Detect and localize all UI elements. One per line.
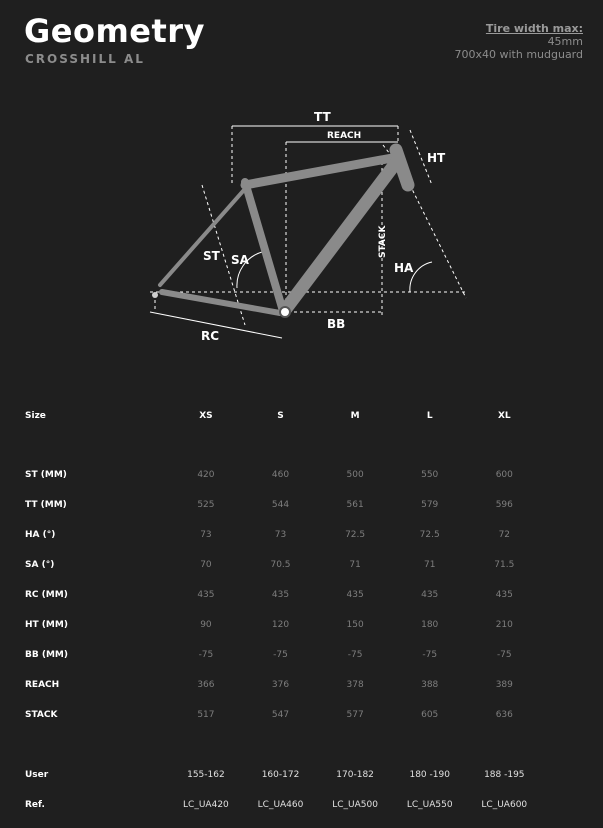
- size-xl: XL: [497, 411, 511, 421]
- measure-lines: [150, 126, 468, 325]
- stack-label: STACK: [378, 225, 388, 258]
- table-cell: 420: [197, 470, 215, 480]
- frame-tubes: [160, 150, 408, 313]
- ha-label: HA: [394, 261, 414, 275]
- table-cell: 366: [197, 680, 215, 690]
- table-cell: -75: [198, 650, 214, 660]
- row-label: User: [25, 770, 49, 780]
- table-cell: 605: [421, 710, 439, 720]
- tire-width-label: Tire width max:: [485, 22, 583, 35]
- size-l: L: [426, 411, 433, 421]
- table-cell: 517: [197, 710, 215, 720]
- frame-geometry-diagram: [0, 100, 603, 360]
- table-cell: 70: [200, 560, 212, 570]
- row-label: STACK: [25, 710, 58, 720]
- table-cell: 460: [271, 470, 290, 480]
- table-cell: 378: [346, 680, 364, 690]
- table-cell: LC_UA460: [257, 800, 304, 810]
- table-cell: 435: [346, 590, 364, 600]
- table-cell: 150: [346, 620, 364, 630]
- sa-label: SA: [231, 253, 249, 267]
- bb-label: BB: [327, 317, 346, 331]
- table-cell: -75: [347, 650, 363, 660]
- table-cell: 71: [423, 560, 436, 570]
- table-cell: 525: [197, 500, 215, 510]
- table-row: [0, 490, 603, 520]
- table-cell: 435: [495, 590, 513, 600]
- table-cell: 435: [421, 590, 439, 600]
- table-row: [0, 670, 603, 700]
- table-cell: 376: [271, 680, 290, 690]
- table-cell: 188 -195: [484, 770, 525, 780]
- table-cell: 71.5: [494, 560, 515, 570]
- table-cell: 70.5: [270, 560, 291, 570]
- table-cell: 500: [346, 470, 364, 480]
- table-cell: 90: [200, 620, 212, 630]
- table-cell: 72: [498, 530, 511, 540]
- table-cell: 577: [346, 710, 364, 720]
- table-cell: 435: [197, 590, 215, 600]
- row-label: ST (MM): [25, 470, 67, 480]
- table-row: [0, 610, 603, 640]
- table-cell: 210: [495, 620, 513, 630]
- table-cell: 561: [346, 500, 364, 510]
- row-label: Ref.: [25, 800, 45, 810]
- rc-label: RC: [201, 329, 220, 343]
- table-cell: 73: [274, 530, 287, 540]
- geometry-table: [0, 400, 603, 820]
- row-label: BB (MM): [25, 650, 68, 660]
- table-cell: 435: [271, 590, 290, 600]
- tt-label: TT: [314, 110, 331, 124]
- table-row: [0, 640, 603, 670]
- table-row: [0, 580, 603, 610]
- size-xs: XS: [199, 411, 213, 421]
- table-cell: 579: [421, 500, 439, 510]
- table-cell: 636: [495, 710, 513, 720]
- table-row: [0, 700, 603, 730]
- table-cell: 120: [271, 620, 290, 630]
- reach-label: REACH: [327, 131, 362, 141]
- table-row: [0, 460, 603, 490]
- table-cell: 596: [495, 500, 513, 510]
- table-row: [0, 760, 603, 790]
- table-cell: 547: [271, 710, 290, 720]
- size-s: S: [277, 411, 284, 421]
- bottom-bracket: [280, 307, 290, 317]
- table-row: [0, 790, 603, 820]
- tire-width-note: 700x40 with mudguard: [454, 48, 583, 61]
- table-cell: -75: [422, 650, 438, 660]
- page-title: Geometry: [24, 12, 205, 50]
- size-header: Size: [25, 411, 46, 421]
- table-cell: 550: [421, 470, 439, 480]
- table-header-row: [0, 400, 603, 432]
- table-cell: 544: [271, 500, 290, 510]
- table-row: [0, 520, 603, 550]
- table-cell: 73: [200, 530, 212, 540]
- table-cell: 180 -190: [409, 770, 450, 780]
- tire-info: [454, 22, 583, 61]
- tire-width-value: 45mm: [547, 35, 583, 48]
- table-cell: -75: [496, 650, 512, 660]
- table-cell: 180: [421, 620, 439, 630]
- st-label: ST: [203, 249, 220, 263]
- row-label: RC (MM): [25, 590, 68, 600]
- model-name: CROSSHILL AL: [25, 52, 145, 66]
- table-cell: 160-172: [261, 770, 300, 780]
- row-label: HA (°): [25, 530, 56, 540]
- row-label: REACH: [25, 680, 60, 690]
- table-cell: -75: [273, 650, 288, 660]
- rear-dropout: [152, 292, 158, 298]
- table-cell: 155-162: [187, 770, 225, 780]
- table-row: [0, 550, 603, 580]
- table-cell: 389: [495, 680, 513, 690]
- table-cell: LC_UA600: [481, 800, 528, 810]
- row-label: HT (MM): [25, 620, 68, 630]
- size-m: M: [350, 411, 360, 421]
- table-cell: LC_UA500: [332, 800, 378, 810]
- table-cell: 600: [495, 470, 513, 480]
- row-label: SA (°): [25, 560, 55, 570]
- ht-label: HT: [427, 151, 446, 165]
- table-cell: 388: [421, 680, 439, 690]
- row-label: TT (MM): [25, 500, 67, 510]
- table-cell: 72.5: [419, 530, 440, 540]
- table-cell: LC_UA550: [406, 800, 453, 810]
- table-cell: 71: [349, 560, 361, 570]
- table-cell: 170-182: [336, 770, 374, 780]
- table-cell: 72.5: [345, 530, 366, 540]
- table-cell: LC_UA420: [183, 800, 229, 810]
